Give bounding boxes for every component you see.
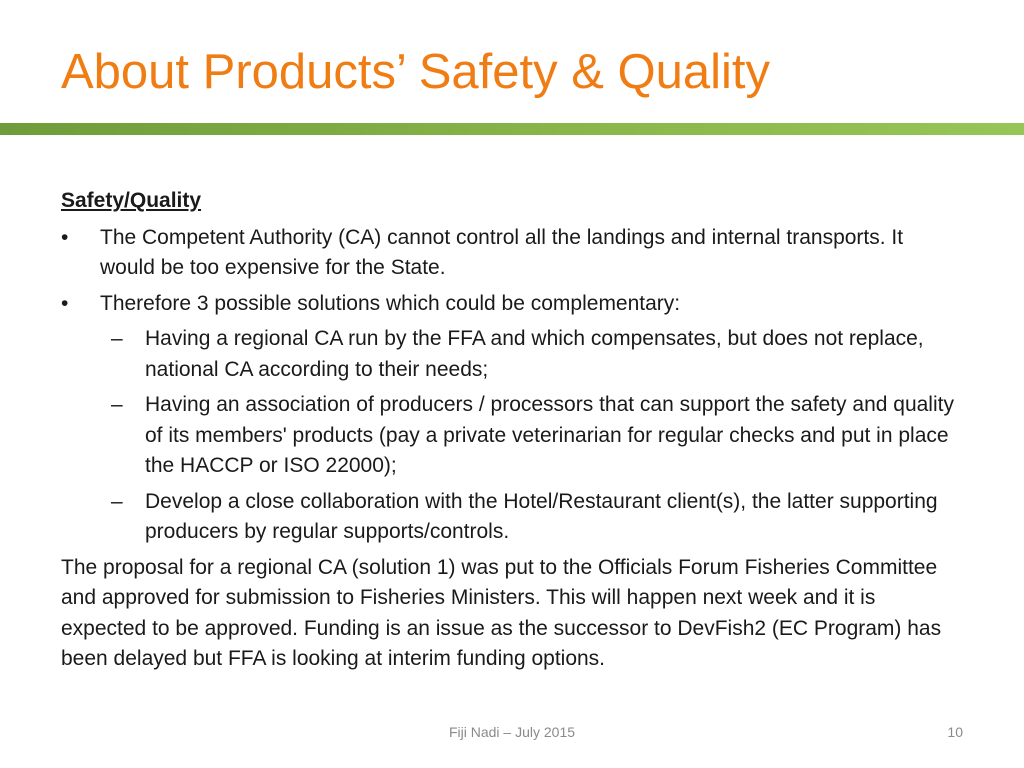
list-item xyxy=(61,223,961,284)
section-heading: Safety/Quality xyxy=(61,189,202,212)
sub-bullet-text: Develop a close collaboration with the Hotel/Restaurant client(s), the latter supporting producers by regular supports/controls. xyxy=(145,489,938,543)
slide-title: About Products’ Safety & Quality xyxy=(61,45,771,99)
dash-marker: – xyxy=(111,327,123,350)
sub-bullet-text: Having an association of producers / processors that can support the safety and quality of its members' products (pay a private veterinarian for regular checks and put in place the HACCP or ISO 22000); xyxy=(145,393,954,477)
bullet-text: The Competent Authority (CA) cannot control all the landings and internal transports. It would be too expensive for the State. xyxy=(100,225,904,279)
bullet-marker: • xyxy=(61,225,69,249)
dash-marker: – xyxy=(111,393,123,416)
sub-list-item xyxy=(61,324,961,385)
sub-bullet-text: Having a regional CA run by the FFA and which compensates, but does not replace, national CA according to their needs; xyxy=(145,327,924,381)
sub-list-item xyxy=(61,487,961,548)
sub-list-item xyxy=(61,390,961,482)
body-paragraph: The proposal for a regional CA (solution 1) was put to the Officials Forum Fisheries Committee and approved for submission to Fisheries Ministers. This will happen next week and it is expected to be approved. Funding is an issue as the successor to DevFish2 (EC Program) has been delayed but FFA is looking at interim funding options. xyxy=(61,555,942,670)
page-number: 10 xyxy=(947,724,963,740)
bullet-text: Therefore 3 possible solutions which could be complementary: xyxy=(100,291,681,315)
list-item xyxy=(61,289,961,320)
slide-footer: Fiji Nadi – July 2015 xyxy=(448,724,576,740)
title-divider xyxy=(0,123,1024,135)
slide-body xyxy=(61,186,961,675)
bullet-marker: • xyxy=(61,291,69,315)
dash-marker: – xyxy=(111,489,123,513)
